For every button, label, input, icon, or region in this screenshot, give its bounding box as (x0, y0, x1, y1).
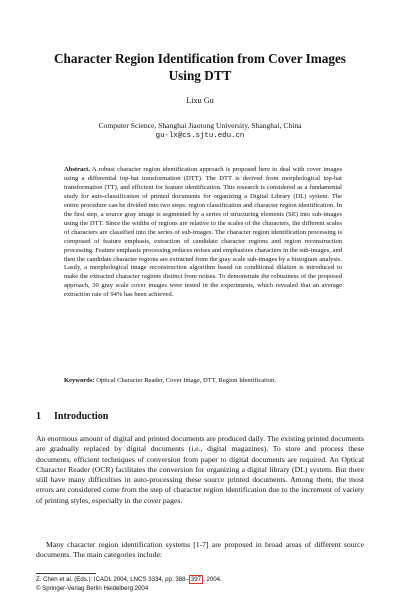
affiliation: Computer Science, Shanghai Jiaotong University, Shanghai, China (98, 121, 302, 130)
paper-title: Character Region Identification from Cover Images Using DTT (54, 51, 346, 83)
abstract (64, 166, 342, 300)
abstract-text: A robust character region identification approach is proposed here to deal with cover images using a differential top-hat transformation (DTT). The DTT is derived from morphological top-hat transformation (TT), and efficient for feature identification. This research is considered as a fundamental study for auto-classification of printed documents for organizing a Digital Library (DL) system. The entire procedure can be divided into two steps: region classification and character region identification. In the first step, a source gray image is segmented by a series of structuring elements (SE) into sub-images using the DTT. Since the widths of regions are relative to the scales of the characters, the different scales of characters are classified into the series of sub-images. The character region identification processing is composed of feature emphasis, extraction of candidate character regions and region reconstruction processing. Feature emphasis processing reduces noises and emphasizes characters in the sub-images, and then the candidate character regions are extracted from the gray scale sub-images by a histogram analysis. Lastly, a morphological image reconstruction algorithm based on conditional dilation is introduced to make the extracted character regions distinct from noises. To demonstrate the robustness of the proposed approach, 30 gray scale cover images were tested in the experiments, which revealed that an average extraction rate of 94% has been achieved. (64, 166, 342, 299)
abstract-label: Abstract. (64, 166, 90, 173)
copyright: © Springer-Verlag Berlin Heidelberg 2004 (36, 584, 149, 592)
keywords-label: Keywords: (64, 377, 95, 384)
footer-rule (36, 573, 96, 574)
citation-suffix: , 2004. (203, 576, 222, 583)
section-title: Introduction (54, 411, 109, 422)
citation-page-link[interactable]: 397 (190, 576, 202, 583)
intro-paragraph-1: An enormous amount of digital and printed documents are produced daily. The existing printed documents are gradually replaced by digital documents (i.e., digital magazines). To store and process these documents, efficient techniques of conversion from paper to digital documents are required. An Optical Character Reader (OCR) facilitates the conversion for organizing a digital library (DL) system. But there still have many difficulties in auto-processing these source printed documents. Among them, the most errors are considered come from the step of character region identification due to the increment of variety of printing styles, especially in the cover pages. (36, 434, 364, 505)
citation-prefix: Z. Chen et al. (Eds.): ICADL 2004, LNCS 3334, pp. 388– (36, 576, 189, 583)
footer (36, 573, 366, 593)
affiliation-block (30, 121, 370, 141)
keywords (64, 377, 342, 386)
citation-line (36, 576, 366, 585)
section-heading (36, 411, 366, 422)
keywords-text: Optical Character Reader, Cover Image, DTT, Region Identification. (96, 377, 276, 384)
author-name: Lixu Gu (186, 96, 214, 105)
section-number: 1 (36, 411, 41, 422)
author-email[interactable]: gu-lx@cs.sjtu.edu.cn (155, 132, 245, 140)
intro-paragraph-2: Many character region identification systems [1-7] are proposed in broad areas of different source documents. The main categories include: (36, 540, 364, 560)
